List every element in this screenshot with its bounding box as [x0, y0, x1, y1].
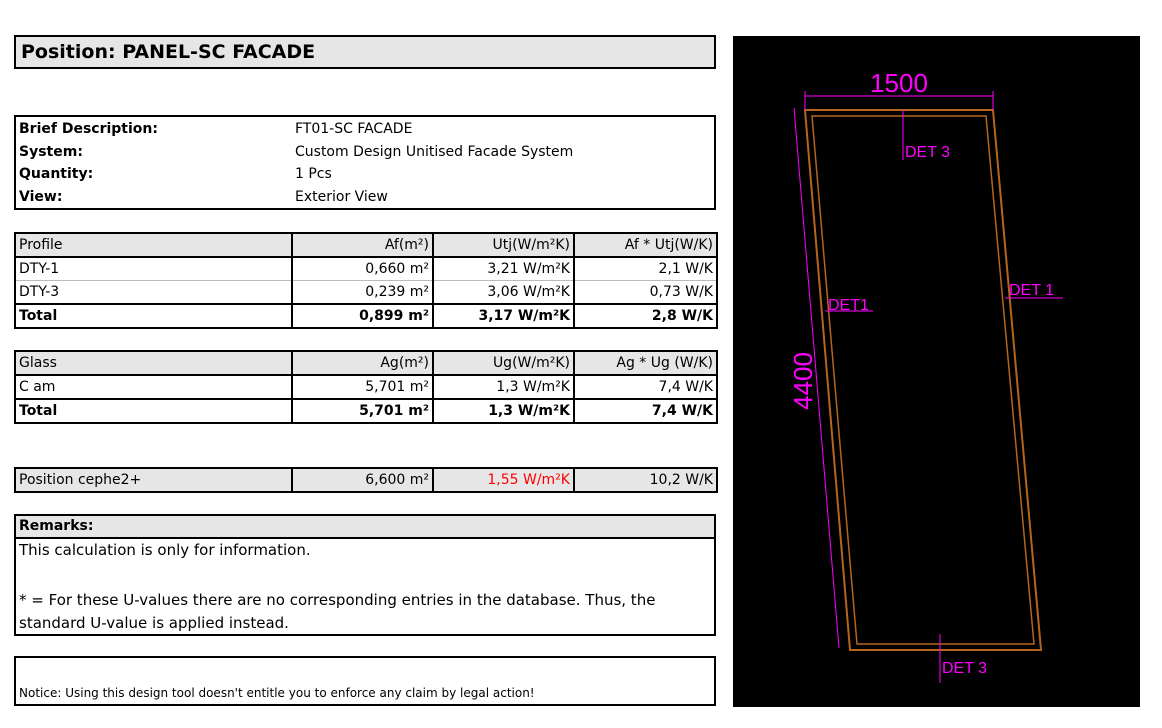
- column-header: Ag(m²): [292, 351, 433, 375]
- position-heat-loss: 10,2 W/K: [574, 468, 717, 492]
- table-cell: 5,701 m²: [292, 399, 433, 423]
- position-u-value: 1,55 W/m²K: [433, 468, 574, 492]
- view-value: Exterior View: [295, 189, 388, 205]
- panel-frame-outer: [805, 110, 1041, 650]
- table-total-row: [15, 399, 717, 423]
- table-cell: 0,239 m²: [292, 281, 433, 305]
- width-dimension: 1500: [870, 68, 928, 98]
- column-header: Ag * Ug (W/K): [574, 351, 717, 375]
- position-label: Position cephe2+: [15, 468, 292, 492]
- description-row: [16, 141, 714, 164]
- table-header-row: [15, 351, 717, 375]
- table-cell: 3,17 W/m²K: [433, 304, 574, 328]
- table-cell: 3,06 W/m²K: [433, 281, 574, 305]
- description-row: [16, 163, 714, 186]
- quantity-label: Quantity:: [19, 166, 94, 182]
- table-cell: 2,1 W/K: [574, 257, 717, 281]
- brief-description-label: Brief Description:: [19, 121, 158, 137]
- section-label-left: DET1: [828, 297, 869, 314]
- position-table: [14, 467, 718, 493]
- system-label: System:: [19, 144, 83, 160]
- table-cell: 7,4 W/K: [574, 375, 717, 399]
- table-row: [15, 375, 717, 399]
- page-title: Position: PANEL-SC FACADE: [14, 35, 716, 69]
- remarks-body: [14, 537, 716, 636]
- position-area: 6,600 m²: [292, 468, 433, 492]
- section-label-right: DET 1: [1009, 282, 1055, 299]
- table-header-row: [15, 233, 717, 257]
- table-cell: DTY-3: [15, 281, 292, 305]
- column-header: Profile: [15, 233, 292, 257]
- remarks-heading: Remarks:: [14, 514, 716, 539]
- table-row: [15, 257, 717, 281]
- table-cell: 0,73 W/K: [574, 281, 717, 305]
- table-cell: C am: [15, 375, 292, 399]
- table-cell: 7,4 W/K: [574, 399, 717, 423]
- remarks-footnote: * = For these U-values there are no corresponding entries in the database. Thus, the standard U-value is applied instead.: [19, 591, 656, 632]
- table-cell: 1,3 W/m²K: [433, 375, 574, 399]
- cad-drawing: [733, 36, 1140, 707]
- glass-table: [14, 350, 718, 424]
- table-cell: 5,701 m²: [292, 375, 433, 399]
- table-cell: DTY-1: [15, 257, 292, 281]
- system-value: Custom Design Unitised Facade System: [295, 144, 574, 160]
- column-header: Glass: [15, 351, 292, 375]
- column-header: Af * Utj(W/K): [574, 233, 717, 257]
- table-cell: Total: [15, 399, 292, 423]
- table-cell: 0,899 m²: [292, 304, 433, 328]
- profile-table: [14, 232, 718, 329]
- description-block: [14, 115, 716, 210]
- description-row: [16, 118, 714, 141]
- table-total-row: [15, 304, 717, 328]
- column-header: Af(m²): [292, 233, 433, 257]
- notice-text: Notice: Using this design tool doesn't entitle you to enforce any claim by legal action!: [19, 686, 535, 700]
- section-label-bottom: DET 3: [942, 660, 988, 677]
- column-header: Utj(W/m²K): [433, 233, 574, 257]
- table-cell: 1,3 W/m²K: [433, 399, 574, 423]
- height-dimension: 4400: [788, 352, 818, 410]
- table-cell: 0,660 m²: [292, 257, 433, 281]
- table-cell: 3,21 W/m²K: [433, 257, 574, 281]
- panel-drawing: [733, 36, 1140, 707]
- table-cell: 2,8 W/K: [574, 304, 717, 328]
- position-row: [15, 468, 717, 492]
- column-header: Ug(W/m²K): [433, 351, 574, 375]
- remarks-line: This calculation is only for information.: [19, 541, 311, 559]
- description-row: [16, 186, 714, 209]
- notice-box: [14, 656, 716, 706]
- brief-description-value: FT01-SC FACADE: [295, 121, 413, 137]
- view-label: View:: [19, 189, 63, 205]
- table-cell: Total: [15, 304, 292, 328]
- quantity-value: 1 Pcs: [295, 166, 332, 182]
- section-label-top: DET 3: [905, 144, 951, 161]
- table-row: [15, 281, 717, 305]
